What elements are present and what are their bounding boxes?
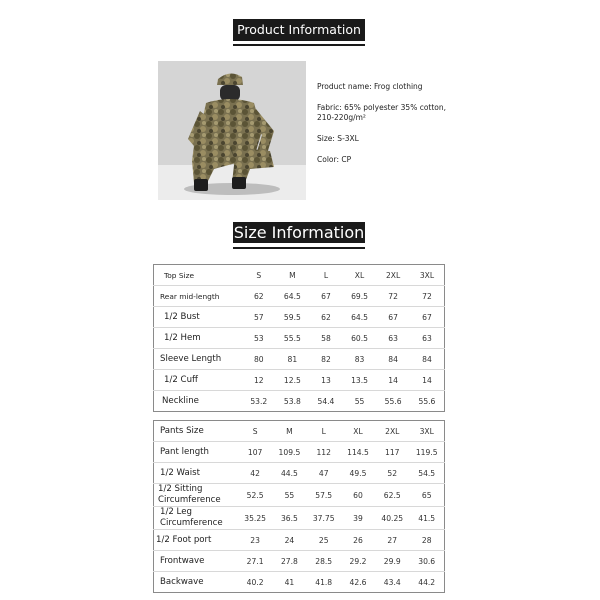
row-label: 1/2 Cuff (154, 370, 243, 391)
table-cell: 30.6 (409, 551, 444, 572)
table-cell: 112 (307, 442, 341, 463)
table-cell: 52 (375, 463, 409, 484)
table-cell: 54.5 (409, 463, 444, 484)
top-size-table (153, 264, 445, 412)
header-cell: XL (341, 421, 375, 442)
table-cell: 13.5 (343, 370, 377, 391)
table-header-row (154, 265, 445, 286)
row-label: 1/2 Sitting Circumference (154, 484, 239, 507)
table-cell: 72 (376, 286, 410, 307)
table-cell: 72 (410, 286, 445, 307)
table-cell: 47 (307, 463, 341, 484)
table-cell: 35.25 (238, 507, 272, 530)
table-cell: 59.5 (276, 307, 310, 328)
table-cell: 109.5 (272, 442, 306, 463)
table-cell: 42 (238, 463, 272, 484)
table-cell: 12.5 (276, 370, 310, 391)
table-row (154, 530, 445, 551)
table-cell: 53.2 (250, 396, 268, 406)
table-cell: 114.5 (341, 442, 375, 463)
table-cell: 60 (341, 484, 375, 507)
table-cell: 63 (376, 328, 410, 349)
table-cell: 117 (375, 442, 409, 463)
header-cell: 2XL (375, 421, 409, 442)
table-cell: 25 (307, 530, 341, 551)
row-label: Sleeve Length (154, 349, 243, 370)
table-cell: 55.6 (418, 396, 436, 406)
table-row (154, 507, 445, 530)
color-text: Color: CP (317, 155, 352, 164)
header-cell: 3XL (409, 421, 444, 442)
table-cell: 40.25 (375, 507, 409, 530)
header-cell: L (309, 265, 343, 286)
table-cell: 81 (276, 349, 310, 370)
row-label: Pant length (154, 442, 239, 463)
table-cell: 36.5 (272, 507, 306, 530)
table-cell: 27 (375, 530, 409, 551)
row-label: Backwave (160, 577, 204, 587)
table-row (154, 370, 445, 391)
table-cell: 53.8 (283, 396, 301, 406)
table-cell: 43.4 (383, 577, 401, 587)
fabric-weight-text: 210-220g/m² (317, 113, 366, 122)
table-row (154, 286, 445, 307)
table-cell: 27.1 (238, 551, 272, 572)
table-row (154, 328, 445, 349)
table-cell: 67 (309, 286, 343, 307)
fabric-text: Fabric: 65% polyester 35% cotton, (317, 103, 447, 112)
table-cell: 14 (410, 370, 445, 391)
table-cell: 107 (238, 442, 272, 463)
table-cell: 29.9 (375, 551, 409, 572)
table-cell: 55.6 (384, 396, 402, 406)
row-label: Frontwave (154, 551, 239, 572)
header-cell: Top Size (154, 265, 243, 286)
header-cell: XL (343, 265, 377, 286)
table-cell: 44.5 (272, 463, 306, 484)
heading-underline (233, 247, 365, 249)
product-photo (158, 61, 306, 200)
row-label: 1/2 Foot port (154, 530, 239, 551)
camo-model-illustration (158, 61, 306, 200)
row-label: 1/2 Waist (154, 463, 239, 484)
table-row (154, 572, 445, 593)
table-cell: 39 (341, 507, 375, 530)
product-information-heading (233, 19, 365, 41)
table-row (154, 307, 445, 328)
table-cell: 26 (341, 530, 375, 551)
table-row (154, 484, 445, 507)
table-cell: 84 (410, 349, 445, 370)
table-row (154, 391, 445, 412)
row-label: Neckline (162, 396, 199, 406)
table-cell: 64.5 (343, 307, 377, 328)
header-cell: S (238, 421, 272, 442)
table-cell: 42.6 (349, 577, 367, 587)
table-cell: 54.4 (317, 396, 335, 406)
row-label: 1/2 Leg Circumference (154, 507, 239, 530)
header-cell: Pants Size (154, 421, 239, 442)
table-cell: 44.2 (418, 577, 436, 587)
table-row (154, 463, 445, 484)
table-cell: 55 (354, 396, 365, 406)
table-cell: 84 (376, 349, 410, 370)
table-cell: 63 (410, 328, 445, 349)
size-information-heading (233, 222, 365, 243)
row-label: 1/2 Hem (154, 328, 243, 349)
row-label: Rear mid-length (154, 286, 243, 307)
table-header-row (154, 421, 445, 442)
header-cell: S (242, 265, 276, 286)
table-cell: 37.75 (307, 507, 341, 530)
table-cell: 67 (410, 307, 445, 328)
header-cell: 2XL (376, 265, 410, 286)
table-cell: 41 (284, 577, 295, 587)
table-cell: 41.8 (315, 577, 333, 587)
size-information-title: Size Information (233, 223, 365, 242)
product-name-text: Product name: Frog clothing (317, 82, 423, 91)
header-cell: M (276, 265, 310, 286)
table-cell: 24 (272, 530, 306, 551)
table-cell: 57.5 (307, 484, 341, 507)
table-cell: 40.2 (246, 577, 264, 587)
table-cell: 49.5 (341, 463, 375, 484)
table-cell: 29.2 (341, 551, 375, 572)
table-cell: 12 (242, 370, 276, 391)
table-row (154, 442, 445, 463)
table-cell: 62.5 (375, 484, 409, 507)
table-row (154, 349, 445, 370)
table-cell: 14 (376, 370, 410, 391)
table-cell: 27.8 (272, 551, 306, 572)
product-information-title: Product Information (237, 22, 361, 37)
table-cell: 58 (309, 328, 343, 349)
table-cell: 23 (238, 530, 272, 551)
header-cell: 3XL (410, 265, 445, 286)
table-cell: 82 (309, 349, 343, 370)
table-cell: 28 (409, 530, 444, 551)
table-cell: 41.5 (409, 507, 444, 530)
table-cell: 65 (409, 484, 444, 507)
header-cell: M (272, 421, 306, 442)
pants-size-table (153, 420, 445, 593)
header-cell: L (307, 421, 341, 442)
row-label: 1/2 Bust (154, 307, 243, 328)
table-cell: 62 (242, 286, 276, 307)
table-cell: 64.5 (276, 286, 310, 307)
table-cell: 57 (242, 307, 276, 328)
table-cell: 69.5 (343, 286, 377, 307)
table-cell: 62 (309, 307, 343, 328)
product-details (317, 82, 446, 176)
table-cell: 55.5 (276, 328, 310, 349)
table-cell: 60.5 (343, 328, 377, 349)
table-cell: 67 (376, 307, 410, 328)
size-range-text: Size: S-3XL (317, 134, 359, 143)
table-cell: 52.5 (238, 484, 272, 507)
table-row (154, 551, 445, 572)
heading-underline (233, 44, 365, 46)
table-cell: 83 (343, 349, 377, 370)
table-cell: 55 (272, 484, 306, 507)
table-cell: 53 (242, 328, 276, 349)
table-cell: 28.5 (307, 551, 341, 572)
table-cell: 119.5 (409, 442, 444, 463)
table-cell: 13 (309, 370, 343, 391)
table-cell: 80 (242, 349, 276, 370)
